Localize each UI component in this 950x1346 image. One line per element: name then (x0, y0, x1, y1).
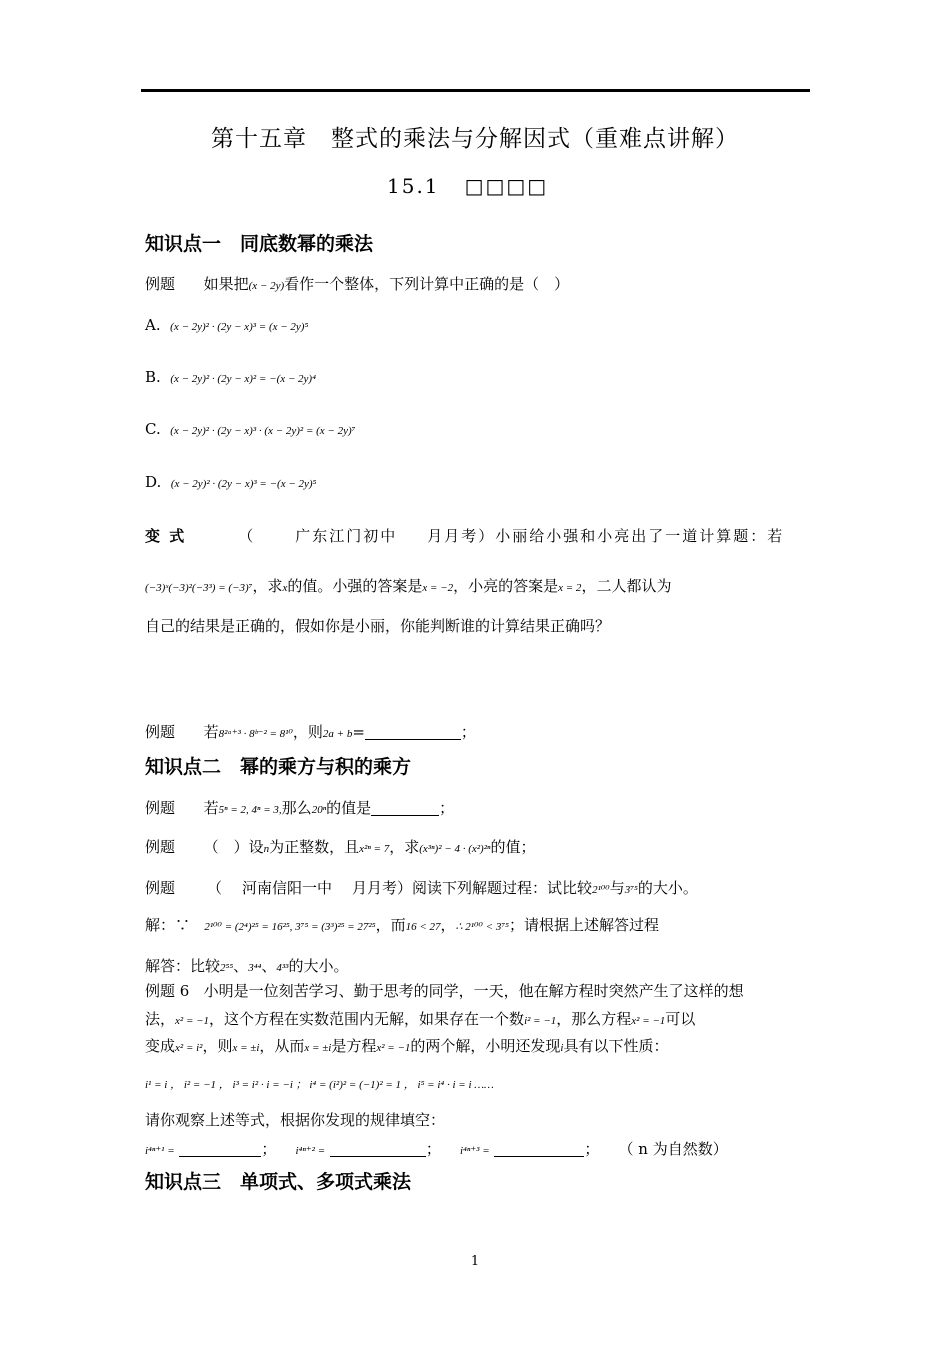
solution-text: ， (440, 916, 456, 934)
example-label: 例题 (145, 799, 176, 817)
option-expr: (x − 2y)² · (2y − x)³ = (x − 2y)⁵ (170, 321, 309, 333)
math-expr: 5ⁿ = 2, 4ⁿ = 3, (218, 804, 282, 816)
source-school: 河南信阳一中 (242, 879, 333, 897)
math-expr: 3⁴⁴ (248, 962, 262, 974)
example-3 (145, 797, 454, 818)
example-label: 例题 (145, 838, 176, 856)
answer-blank[interactable] (494, 1142, 584, 1157)
math-expr: x² = i² (175, 1042, 203, 1054)
option-expr: (x − 2y)² · (2y − x)² = −(x − 2y)⁴ (170, 373, 316, 385)
option-c[interactable] (145, 420, 355, 438)
option-label: C. (145, 420, 161, 438)
example-6-line-1 (145, 980, 744, 1001)
solution-text: 、 (233, 957, 249, 975)
solution-text: 、 (261, 957, 277, 975)
math-expr: i (560, 1042, 564, 1054)
page-number: 1 (470, 1254, 480, 1269)
example-label: 例题 (145, 879, 176, 897)
example-text: = (352, 723, 365, 741)
math-expr: 3⁷⁵ (624, 884, 638, 896)
answer-blank[interactable] (365, 725, 461, 740)
example-text: 为正整数，且 (269, 838, 360, 856)
example-text: 看作一个整体，下列计算中正确的是（ ） (284, 275, 570, 293)
math-expr: x = ±i (304, 1042, 332, 1054)
solution-line-1 (145, 914, 659, 935)
example-text: 的大小。 (637, 879, 698, 897)
variant-text: 的值。小强的答案是 (287, 577, 423, 595)
example-label: 例题 6 (145, 982, 190, 1000)
option-label: D. (145, 473, 162, 491)
variant-line-2 (145, 575, 671, 596)
example-text: ； (425, 1140, 441, 1158)
top-rule (141, 89, 810, 92)
example-text: ，求 (389, 838, 420, 856)
math-expr: i⁴ⁿ⁺¹ = (145, 1145, 175, 1157)
math-expr: x²ⁿ = 7 (359, 843, 390, 855)
math-expr: n (263, 843, 270, 855)
option-expr: (x − 2y)² · (2y − x)³ = −(x − 2y)⁵ (170, 478, 317, 490)
math-expr: x (282, 582, 288, 594)
example-label: 例题 (145, 275, 176, 293)
option-expr: (x − 2y)² · (2y − x)³ · (x − 2y)² = (x − 2y)⁷ (170, 425, 356, 437)
option-label: A. (145, 316, 161, 334)
math-expr: i⁴ⁿ⁺³ = (460, 1145, 490, 1157)
example-4 (145, 836, 535, 857)
math-expr: 4³³ (276, 962, 289, 974)
heading-section-1: 知识点一 同底数幂的乘法 (145, 233, 374, 255)
example-text: （ ）设 (203, 838, 264, 856)
solution-label: 解：∵ (145, 916, 191, 934)
math-expr: (−3)ˣ(−3)²(−3³) = (−3)⁷ (145, 582, 253, 594)
example-text: 的值； (490, 838, 536, 856)
variant-line-1 (145, 525, 784, 546)
variant-line-3: 自己的结果是正确的，假如你是小丽，你能判断谁的计算结果正确吗？ (145, 617, 611, 635)
solution-text: ；请根据上述解答过程 (508, 916, 659, 934)
example-text: ； (439, 799, 455, 817)
example-text: （ n 为自然数） (618, 1140, 728, 1158)
example-text: ； (584, 1140, 600, 1158)
option-b[interactable] (145, 368, 316, 386)
section-name: □□□□ (464, 174, 549, 198)
math-expr: 2¹⁰⁰ (592, 884, 610, 896)
chapter-title: 第十五章 整式的乘法与分解因式（重难点讲解） (211, 126, 739, 152)
variant-label: 变 式 (145, 527, 187, 545)
math-expr: ∴ 2¹⁰⁰ < 3⁷⁵ (455, 921, 509, 933)
solution-text: ，而 (375, 916, 406, 934)
example-6-line-2 (145, 1008, 695, 1029)
example-text: 若 (203, 723, 219, 741)
example-1-question (145, 273, 569, 294)
math-expr: 2a + b (322, 728, 353, 740)
option-label: B. (145, 368, 161, 386)
math-expr: x² = −1 (175, 1015, 210, 1027)
option-d[interactable] (145, 473, 316, 491)
heading-section-2: 知识点二 幂的乘方与积的乘方 (145, 756, 412, 778)
math-expr: x = 2 (558, 582, 582, 594)
section-number: 15.1 (387, 174, 440, 198)
example-text: 是方程 (331, 1037, 377, 1055)
example-text: ，那么方程 (556, 1010, 632, 1028)
math-expr: x² = −1 (376, 1042, 411, 1054)
variant-text: ，小亮的答案是 (453, 577, 559, 595)
paren: （ (238, 527, 256, 545)
source-school: 广东江门初中 (295, 527, 398, 545)
answer-blank[interactable] (179, 1142, 261, 1157)
section-subtitle (387, 174, 548, 198)
math-expr: x = −2 (422, 582, 454, 594)
example-text: 月月考）阅读下列解题过程：试比较 (352, 879, 593, 897)
math-expr: x = ±i (232, 1042, 260, 1054)
variant-text: 月月考）小丽给小强和小亮出了一道计算题：若 (427, 527, 785, 545)
example-text: 小明是一位刻苦学习、勤于思考的同学，一天，他在解方程时突然产生了这样的想 (203, 982, 744, 1000)
answer-blank[interactable] (330, 1142, 426, 1157)
power-of-i-series: i¹ = i ， i² = −1 ， i³ = i² · i = −i ； i⁴ = (i²)² = (−1)² = 1 ， i⁵ = i⁴ · i = i …… (145, 1079, 494, 1091)
variant-text: ，二人都认为 (581, 577, 672, 595)
example-6-line-3 (145, 1035, 668, 1056)
math-expr: 16 < 27 (405, 921, 441, 933)
example-text: （ (207, 879, 223, 897)
solution-text: 解答：比较 (145, 957, 221, 975)
variant-text: ，求 (252, 577, 283, 595)
example-6-instruction: 请你观察上述等式，根据你发现的规律填空： (145, 1111, 446, 1129)
example-text: 可以 (665, 1010, 696, 1028)
example-text: ，则 (202, 1037, 233, 1055)
math-expr: (x³ⁿ)² − 4 · (x²)²ⁿ (419, 843, 491, 855)
solution-line-2 (145, 955, 348, 976)
example-text: 具有以下性质： (563, 1037, 669, 1055)
answer-blank[interactable] (371, 801, 439, 816)
example-text: 如果把 (203, 275, 249, 293)
example-2 (145, 721, 476, 742)
math-expr: 2¹⁰⁰ = (2⁴)²⁵ = 16²⁵, 3⁷⁵ = (3³)²⁵ = 27²⁵ (204, 921, 376, 933)
example-text: ； (261, 1140, 277, 1158)
heading-section-3: 知识点三 单项式、多项式乘法 (145, 1171, 412, 1193)
math-expr: 8²ᵃ⁺³ · 8ᵇ⁻² = 8¹⁰ (218, 728, 293, 740)
example-5 (145, 877, 698, 898)
example-label: 例题 (145, 723, 176, 741)
math-expr: x² = −1 (631, 1015, 666, 1027)
math-expr: i² = −1 (524, 1015, 557, 1027)
example-text: ，则 (292, 723, 323, 741)
example-text: 的值是 (326, 799, 372, 817)
option-a[interactable] (145, 316, 308, 334)
example-text: 与 (609, 879, 625, 897)
math-expr: 2⁵⁵ (220, 962, 234, 974)
solution-text: 的大小。 (288, 957, 349, 975)
math-expr: 20ⁿ (311, 804, 327, 816)
example-text: 法， (145, 1010, 176, 1028)
example-text: 若 (203, 799, 219, 817)
example-6-fill-line (145, 1138, 728, 1159)
math-expr: (x − 2y) (248, 280, 285, 292)
example-text: 的两个解，小明还发现 (410, 1037, 561, 1055)
math-expr: i⁴ⁿ⁺² = (295, 1145, 326, 1157)
example-text: ； (460, 723, 476, 741)
example-text: ，从而 (259, 1037, 305, 1055)
example-text: ，这个方程在实数范围内无解，如果存在一个数 (209, 1010, 525, 1028)
example-text: 那么 (281, 799, 312, 817)
example-text: 变成 (145, 1037, 176, 1055)
